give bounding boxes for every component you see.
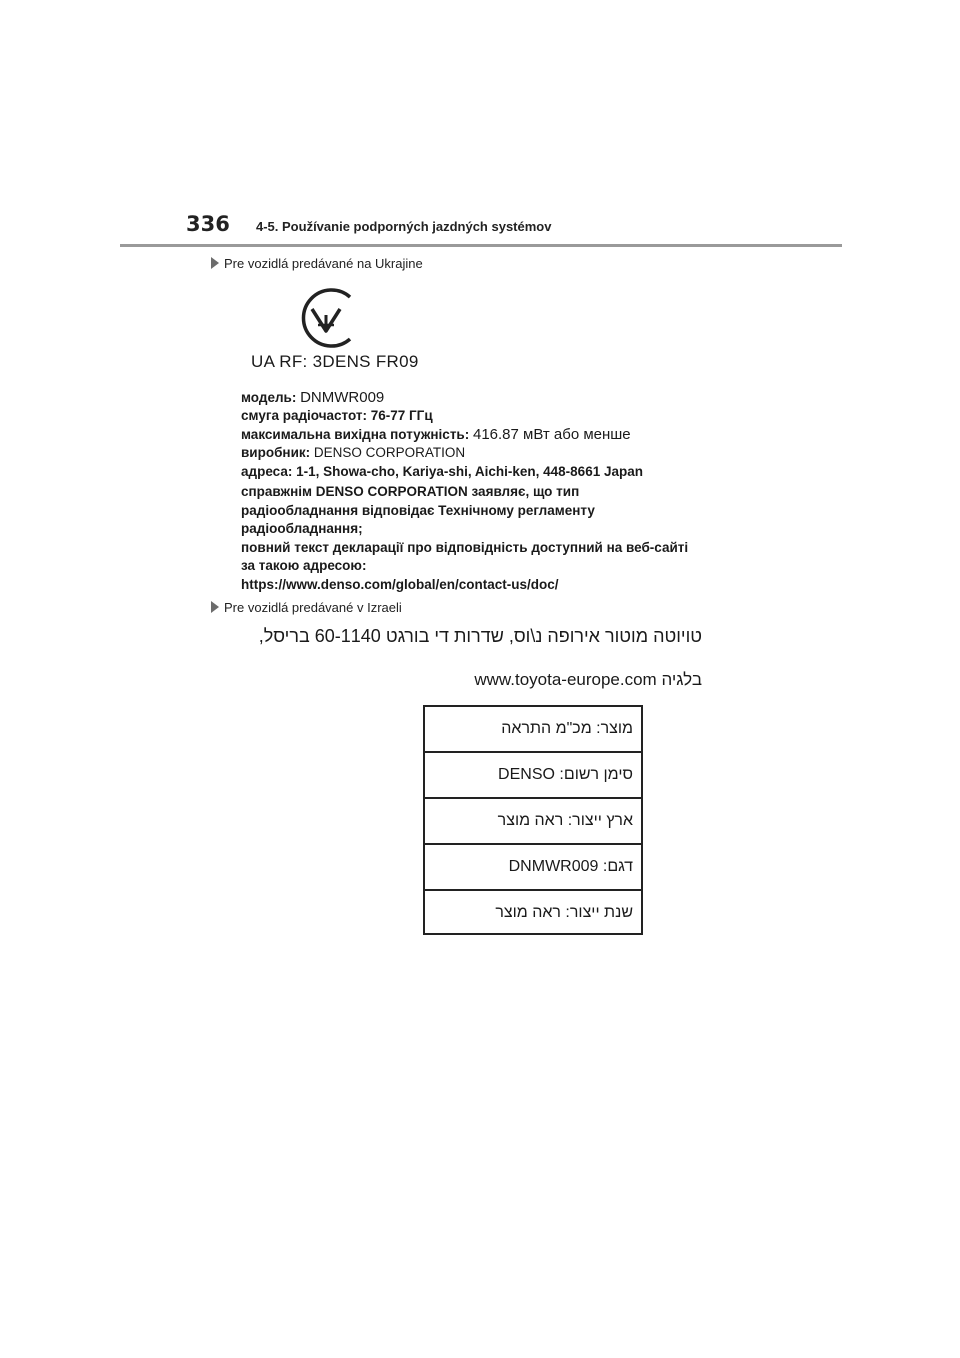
ua-declaration-line: справжнім DENSO CORPORATION заявляє, що тип — [241, 484, 580, 499]
ua-power-line: максимальна вихідна потужність: 416.87 мВт або менше — [241, 426, 631, 443]
triangle-bullet-icon — [211, 601, 219, 613]
ua-declaration-line: повний текст декларації про відповідність доступний на веб-сайті — [241, 540, 689, 555]
israel-website: בלגיה www.toyota-europe.com — [474, 670, 702, 689]
triangle-bullet-icon — [211, 257, 219, 269]
ua-manufacturer-line: виробник: DENSO CORPORATION — [241, 445, 466, 460]
table-row: שנת ייצור: ראה מוצר — [495, 904, 633, 921]
ukrainian-conformity-mark-icon — [296, 287, 358, 349]
table-row: ארץ ייצור: ראה מוצר — [425, 799, 641, 845]
page-number: 336 — [186, 212, 230, 236]
israel-product-table — [423, 705, 643, 935]
israel-importer-address: טויוטה מוטור אירופה נ\וס, שדרות די בורגט 60-1140 בריסל, — [258, 626, 702, 646]
section-title: 4-5. Používanie podporných jazdných systémov — [256, 219, 552, 234]
israel-heading: Pre vozidlá predávané v Izraeli — [211, 600, 402, 615]
ua-declaration-line: радіообладнання; — [241, 521, 363, 536]
table-row: דגם: DNMWR009 — [425, 845, 641, 891]
header-divider — [120, 244, 842, 247]
ua-declaration-line: за такою адресою: — [241, 558, 367, 573]
ua-address-line: адреса: 1-1, Showa-cho, Kariya-shi, Aichi-ken, 448-8661 Japan — [241, 464, 643, 479]
ua-frequency-line: смуга радіочастот: 76-77 ГГц — [241, 408, 433, 423]
ua-model-line: модель: DNMWR009 — [241, 389, 385, 406]
ua-declaration-line: радіообладнання відповідає Технічному регламенту — [241, 503, 595, 518]
page-header — [182, 212, 842, 246]
table-row: סימן רשום: DENSO — [425, 753, 641, 799]
ukraine-heading: Pre vozidlá predávané na Ukrajine — [211, 256, 423, 271]
ua-url-line: https://www.denso.com/global/en/contact-us/doc/ — [241, 577, 559, 592]
table-row: מוצר: מכ"מ התראה — [425, 707, 641, 753]
ua-rf-code: UA RF: 3DENS FR09 — [251, 352, 419, 371]
